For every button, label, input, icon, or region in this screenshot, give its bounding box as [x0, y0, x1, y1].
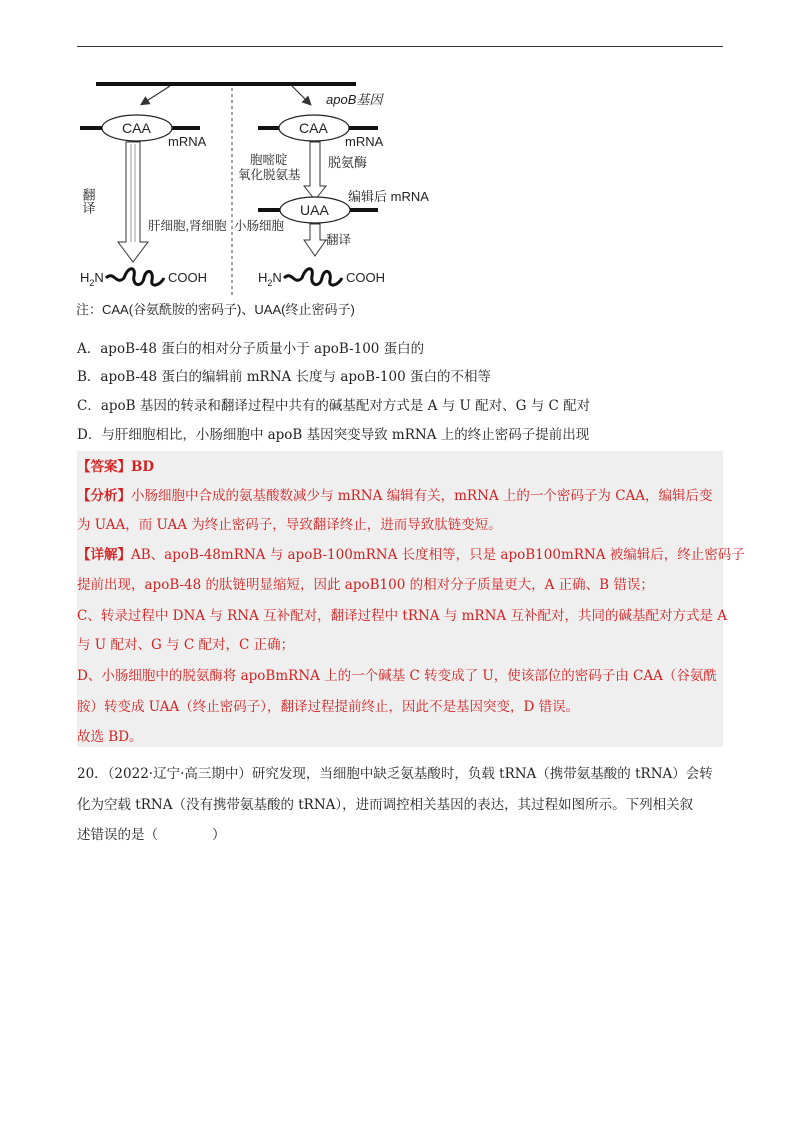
question20-line-3: 述错误的是（ ） [77, 827, 226, 843]
mrna-label-left: mRNA [168, 134, 207, 149]
detail-line-4: 与 U 配对、G 与 C 配对，C 正确； [77, 637, 295, 653]
detail-line-2: 提前出现，apoB-48 的肽链明显缩短，因此 apoB100 的相对分子质量更大，A 正确、B 错误； [77, 577, 654, 593]
peptide-chain-left [106, 269, 164, 285]
detail-line-3: C、转录过程中 DNA 与 RNA 互补配对，翻译过程中 tRNA 与 mRNA 互补配对，共同的碱基配对方式是 A [77, 608, 727, 624]
peptide-h-right: H [258, 270, 268, 285]
option-d: D．与肝细胞相比，小肠细胞中 apoB 基因突变导致 mRNA 上的终止密码子提前出现 [77, 427, 590, 443]
diagram-note: 注：CAA(谷氨酰胺的密码子)、UAA(终止密码子) [76, 302, 355, 317]
deaminase-arrow [304, 142, 326, 200]
codon-left: CAA [122, 120, 151, 136]
option-b: B．apoB-48 蛋白的编辑前 mRNA 长度与 apoB-100 蛋白的不相等 [77, 369, 491, 385]
cooh-right: COOH [346, 270, 385, 285]
detail-line-7: 故选 BD。 [77, 729, 143, 745]
enzyme-line1: 胞嘧啶 [250, 153, 288, 167]
gene-label: apoB基因 [326, 92, 383, 107]
analysis-line-1: 【分析】小肠细胞中合成的氨基酸数减少与 mRNA 编辑有关，mRNA 上的一个密码子为 CAA，编辑后变 [77, 488, 713, 504]
cooh-left: COOH [168, 270, 207, 285]
detail-line-5: D、小肠细胞中的脱氨酶将 apoBmRNA 上的一个碱基 C 转变成了 U，使该部位的密码子由 CAA（谷氨酰 [77, 668, 717, 684]
detail-line-1: 【详解】AB、apoB-48mRNA 与 apoB-100mRNA 长度相等，只是 apoB100mRNA 被编辑后，终止密码子 [77, 547, 745, 563]
peptide-n-left: N [94, 270, 104, 285]
enzyme-line2: 氧化脱氨基 [238, 168, 301, 182]
answer-value: BD [131, 459, 155, 475]
translate-arrow-left [118, 142, 148, 262]
gene-arrow-right [292, 86, 310, 104]
analysis-line-2: 为 UAA，而 UAA 为终止密码子，导致翻译终止，进而导致肽链变短。 [77, 517, 502, 533]
left-cells-label: 肝细胞,肾细胞 [148, 219, 227, 233]
enzyme-name: 脱氨酶 [328, 155, 368, 170]
gene-arrow-left [142, 86, 170, 104]
analysis-tag: 【分析】 [77, 488, 131, 504]
svg-text:H2N: $H_2N$ [258, 270, 282, 288]
detail-line-6: 胺）转变成 UAA（终止密码子），翻译过程提前终止，因此不是基因突变，D 错误。 [77, 699, 580, 715]
codon-right: CAA [299, 120, 328, 136]
translate-arrow-right [304, 224, 326, 256]
apob-editing-diagram [70, 70, 470, 335]
answer-line [77, 457, 154, 477]
question20-line-2: 化为空载 tRNA（没有携带氨基酸的 tRNA），进而调控相关基因的表达，其过程如图所示。下列相关叙 [77, 797, 694, 813]
mrna-label-right: mRNA [345, 134, 384, 149]
translate-label-right: 翻译 [326, 233, 352, 247]
detail-tag: 【详解】 [77, 547, 131, 563]
option-a: A．apoB-48 蛋白的相对分子质量小于 apoB-100 蛋白的 [77, 341, 425, 357]
peptide-n-right: N [272, 270, 282, 285]
svg-text:H2N: $H_2N$ [80, 270, 104, 288]
question20-line-1: 20．（2022·辽宁·高三期中）研究发现，当细胞中缺乏氨基酸时，负载 tRNA（携带氨基酸的 tRNA）会转 [77, 766, 713, 782]
gene-bar [96, 82, 356, 86]
codon-edited: UAA [300, 202, 329, 218]
peptide-h-left: H [80, 270, 90, 285]
option-c: C．apoB 基因的转录和翻译过程中共有的碱基配对方式是 A 与 U 配对、G 与 C 配对 [77, 398, 591, 414]
answer-tag: 【答案】 [77, 459, 131, 475]
header-rule [77, 46, 723, 47]
right-cells-label: 小肠细胞 [234, 219, 285, 233]
peptide-chain-right [284, 269, 342, 285]
translate-label-left: 翻译 [80, 188, 96, 214]
edited-mrna-label: 编辑后 mRNA [348, 189, 429, 204]
